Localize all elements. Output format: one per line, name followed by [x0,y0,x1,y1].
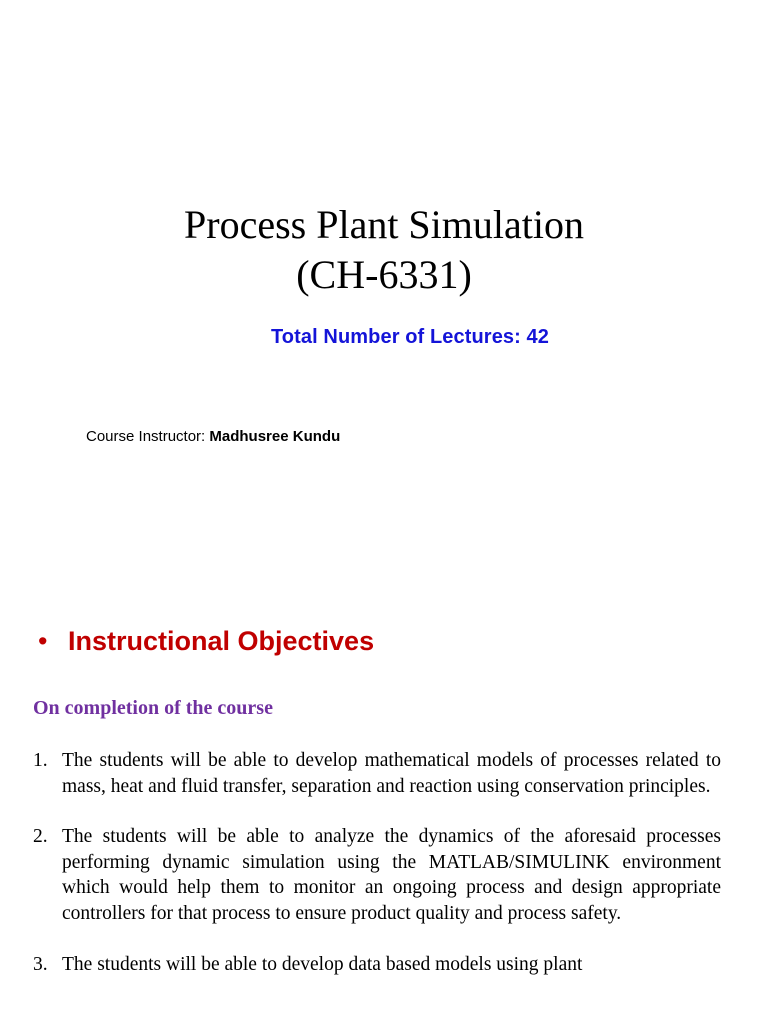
course-code: (CH-6331) [296,252,472,297]
list-item-number: 3. [33,953,48,975]
course-title-line: Process Plant Simulation [184,202,584,247]
objectives-heading [38,626,374,657]
objectives-heading-text: Instructional Objectives [68,626,375,656]
list-item-number: 1. [33,750,48,771]
instructor-label: Course Instructor: [86,428,210,445]
course-title [0,200,768,300]
total-lectures: Total Number of Lectures: 42 [270,326,550,348]
bullet-marker: • [38,626,48,656]
list-item-text: The students will be able to develop data based models using plant [62,953,583,975]
objectives-list [33,748,721,1002]
list-item [33,748,721,799]
list-item [33,952,721,978]
course-instructor [86,428,340,445]
list-item-text: The students will be able to analyze the dynamics of the aforesaid processes performing dynamic simulation using the MATLAB/SIMULINK environment which would help them to monitor an ongoing process and design appropriate controllers for that process to ensure product quality and process safety. [62,826,721,924]
list-item-number: 2. [33,826,48,848]
list-item-text: The students will be able to develop mathematical models of processes related to mass, heat and fluid transfer, separation and reaction using conservation principles. [62,750,721,797]
objectives-intro: On completion of the course [33,697,273,719]
list-item [33,824,721,926]
instructor-name: Madhusree Kundu [209,428,341,445]
